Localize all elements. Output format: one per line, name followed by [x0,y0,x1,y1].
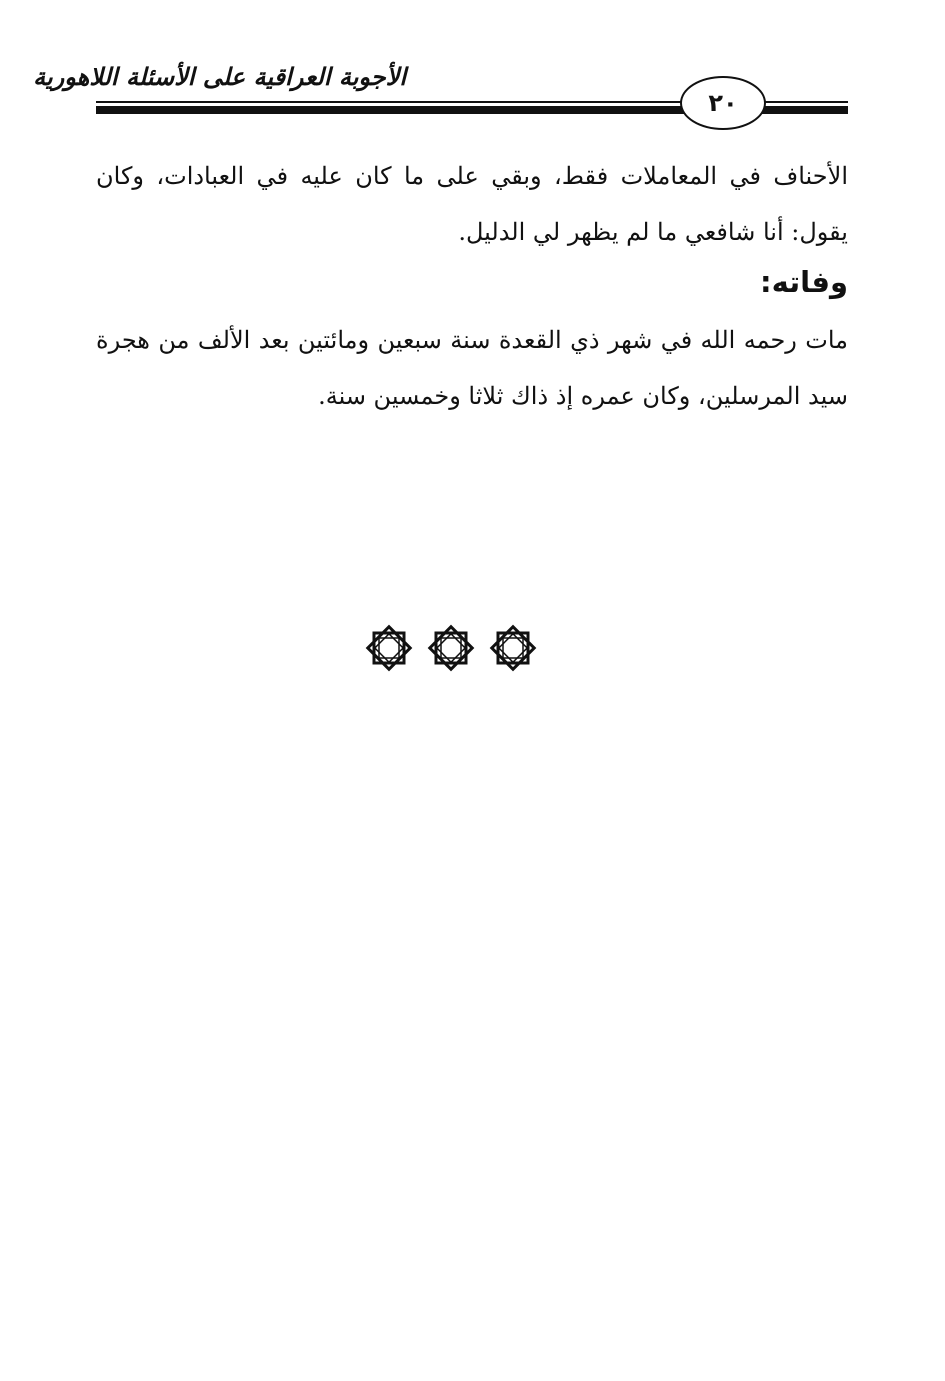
page-number: ٢٠ [708,89,738,117]
page-header [0,0,945,140]
paragraph-continuation: الأحناف في المعاملات فقط، وبقي على ما كان عليه في العبادات، وكان يقول: أنا شافعي ما لم يظهر لي الدليل. [96,162,848,246]
paragraph-death: مات رحمه الله في شهر ذي القعدة سنة سبعين ومائتين بعد الألف من هجرة سيد المرسلين، وكان عمره إذ ذاك ثلاثا وخمسين سنة. [96,326,848,410]
eight-point-star-icon [487,622,539,674]
eight-point-star-icon [425,622,477,674]
eight-point-star-icon [363,622,415,674]
page-number-oval [680,76,766,130]
section-heading: وفاته: [760,265,848,299]
page-content [96,148,848,424]
running-title: الأجوبة العراقية على الأسئلة اللاهورية [33,62,406,91]
section-end-ornaments [363,618,539,678]
